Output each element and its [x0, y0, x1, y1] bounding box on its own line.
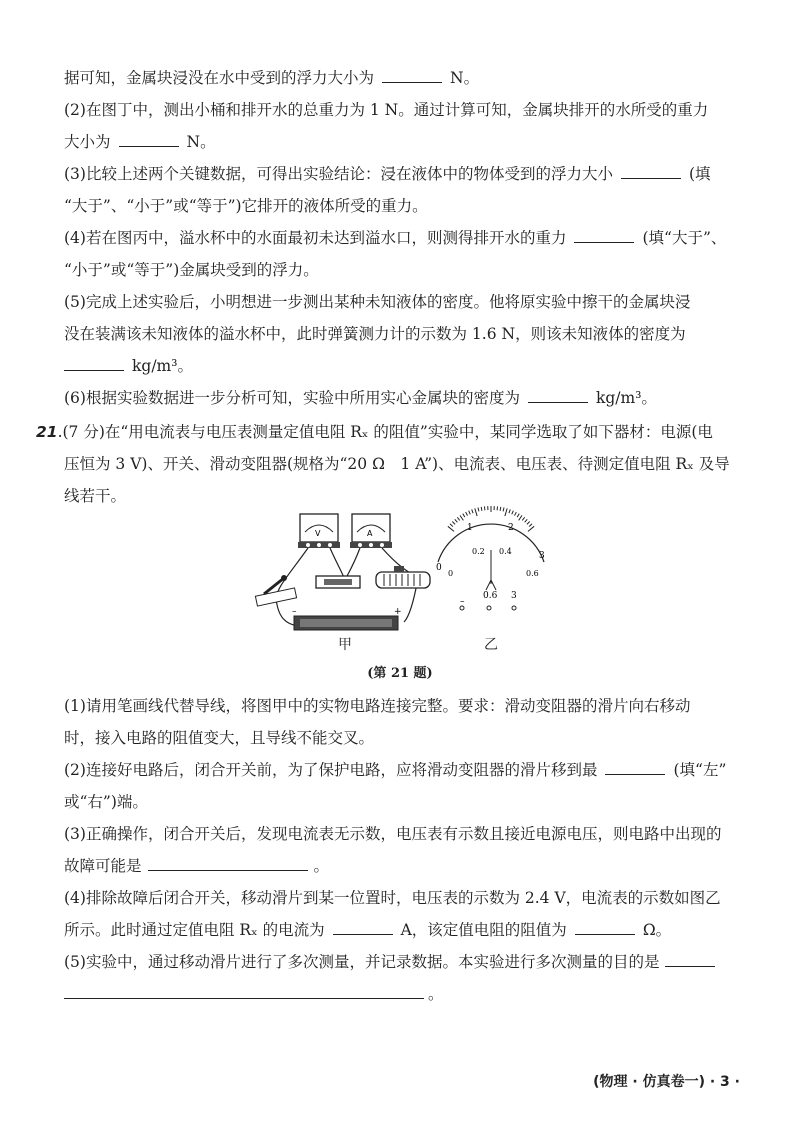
- dial-tick: [505, 508, 507, 516]
- battery-icon: [292, 607, 402, 630]
- svg-text:A: A: [367, 529, 373, 538]
- answer-blank[interactable]: [621, 164, 681, 179]
- line-text: N。: [186, 133, 216, 151]
- dial-tick: [517, 514, 519, 517]
- dial-tick: [481, 507, 482, 511]
- text-line: [64, 486, 126, 506]
- dial-tick: [452, 522, 455, 525]
- text-line: [64, 68, 479, 88]
- terminal-label: 0.6: [483, 591, 498, 601]
- line-text: (填“大于”、: [642, 229, 727, 247]
- line-text: kg/m³。: [132, 357, 193, 375]
- dial-tick: [519, 515, 522, 520]
- dial-bottom-label: 0.4: [499, 547, 512, 556]
- text-line: [64, 728, 374, 748]
- dial-tick: [512, 511, 514, 515]
- text-line: [64, 760, 726, 780]
- circuit-diagram: [248, 506, 568, 656]
- line-text: 据可知，金属块浸没在水中受到的浮力大小为: [64, 69, 375, 87]
- svg-text:V: V: [315, 529, 321, 538]
- line-text: N。: [450, 69, 480, 87]
- dial-tick: [528, 526, 534, 531]
- line-text: 时，接入电路的阻值变大，且导线不能交叉。: [64, 729, 375, 747]
- dial-tick: [522, 517, 524, 520]
- line-text: (1)请用笔画线代替导线，将图甲中的实物电路连接完整。要求：滑动变阻器的滑片向右移动: [64, 697, 691, 715]
- dial-tick: [529, 524, 532, 527]
- line-text: (填: [688, 165, 711, 183]
- dial-tick: [503, 508, 504, 512]
- line-text: (3)正确操作，闭合开关后，发现电流表无示数，电压表有示数且接近电源电压，则电路中出现的: [64, 825, 722, 843]
- text-line: [64, 792, 148, 812]
- answer-blank[interactable]: [382, 68, 442, 83]
- text-line: [64, 356, 193, 376]
- line-text: “小于”或“等于”)金属块受到的浮力。: [64, 261, 319, 279]
- ammeter-icon: [350, 514, 392, 548]
- answer-blank[interactable]: [574, 228, 634, 243]
- line-text: (4)排除故障后闭合开关，移动滑片到某一位置时，电压表的示数为 2.4 V，电流表的示数如图乙: [64, 889, 721, 907]
- dial-tick: [525, 519, 528, 522]
- dial-tick: [469, 511, 471, 515]
- figure-label-jia: 甲: [338, 637, 352, 653]
- answer-blank[interactable]: [575, 920, 635, 935]
- line-text: (6)根据实验数据进一步分析可知，实验中所用实心金属块的密度为: [64, 389, 520, 407]
- text-line: [64, 696, 690, 716]
- page-footer: (物理 · 仿真卷一) · 3 ·: [593, 1074, 740, 1090]
- question-number: 21: [36, 423, 58, 441]
- svg-text:–: –: [292, 607, 297, 617]
- text-line: [64, 388, 657, 408]
- answer-blank[interactable]: [605, 760, 665, 775]
- line-text: 压恒为 3 V)、开关、滑动变阻器(规格为“20 Ω 1 A”)、电流表、电压表、待测定值电阻 Rₓ 及导: [64, 455, 730, 473]
- question-21-line: [36, 422, 713, 442]
- text-line: [64, 132, 216, 152]
- line-text: (填“左”: [673, 761, 727, 779]
- terminal-label: 3: [511, 591, 517, 601]
- resistor-icon: [316, 576, 360, 588]
- line-text: (4)若在图丙中，溢水杯中的水面最初未达到溢水口，则测得排开水的重力: [64, 229, 567, 247]
- terminal-label: –: [460, 597, 465, 607]
- rheostat-icon: [376, 566, 430, 588]
- line-text: Ω。: [642, 921, 672, 939]
- line-text: 线若干。: [64, 487, 127, 505]
- dial-tick: [448, 526, 454, 531]
- line-text: (5)完成上述实验后，小明想进一步测出某种未知液体的密度。他将原实验中擦干的金属块浸: [64, 293, 691, 311]
- text-line: [64, 952, 715, 972]
- answer-blank[interactable]: [333, 920, 393, 935]
- dial-tick: [472, 509, 473, 513]
- dial-tick: [509, 509, 510, 513]
- line-text: kg/m³。: [595, 389, 657, 407]
- svg-text:+: +: [394, 607, 402, 617]
- line-text: (2)连接好电路后，闭合开关前，为了保护电路，应将滑动变阻器的滑片移到最: [64, 761, 598, 779]
- dial-tick: [475, 508, 477, 516]
- text-line: [64, 324, 686, 344]
- voltmeter-icon: [298, 514, 340, 548]
- line-text: 。: [428, 985, 444, 1003]
- answer-blank[interactable]: [528, 388, 588, 403]
- text-line: [64, 856, 329, 876]
- text-line: [64, 100, 708, 120]
- text-line: [64, 260, 319, 280]
- switch-icon: [255, 575, 296, 606]
- dial-tick: [527, 522, 530, 525]
- answer-blank[interactable]: [119, 132, 179, 147]
- dial-tick: [450, 524, 453, 527]
- line-text: 没在装满该未知液体的溢水杯中，此时弹簧测力计的示数为 1.6 N，则该未知液体的密度为: [64, 325, 686, 343]
- line-text: .(7 分)在“用电流表与电压表测量定值电阻 Rₓ 的阻值”实验中，某同学选取了如下器材：电源(电: [57, 423, 713, 441]
- answer-blank[interactable]: [64, 984, 424, 999]
- figure-label-yi: 乙: [484, 637, 498, 653]
- text-line: [64, 454, 730, 474]
- dial-tick: [478, 508, 479, 512]
- line-text: 大小为: [64, 133, 111, 151]
- text-line: [64, 228, 726, 248]
- dial-tick: [460, 515, 463, 520]
- line-text: “大于”、“小于”或“等于”)它排开的液体所受的重力。: [64, 197, 428, 215]
- answer-blank[interactable]: [665, 952, 715, 967]
- dial-tick: [457, 517, 459, 520]
- dial-tick: [455, 519, 458, 522]
- line-text: 故障可能是: [64, 857, 142, 875]
- line-text: 所示。此时通过定值电阻 Rₓ 的电流为: [64, 921, 325, 939]
- ammeter-dial-icon: [436, 506, 545, 610]
- dial-top-label: 0: [436, 563, 442, 573]
- line-text: A，该定值电阻的阻值为: [400, 921, 567, 939]
- dial-bottom-label: 0.6: [526, 569, 539, 578]
- dial-tick: [466, 512, 468, 516]
- dial-tick: [500, 507, 501, 511]
- circuit-figure: [248, 506, 568, 656]
- dial-bottom-label: 0.2: [472, 547, 485, 556]
- line-text: (5)实验中，通过移动滑片进行了多次测量，并记录数据。本实验进行多次测量的目的是: [64, 953, 660, 971]
- dial-tick: [463, 514, 465, 517]
- dial-top-label: 3: [539, 551, 545, 561]
- text-line: [64, 196, 428, 216]
- text-line: [64, 888, 721, 908]
- dial-tick: [515, 512, 517, 516]
- text-line: [64, 164, 711, 184]
- dial-bottom-label: 0: [448, 569, 454, 578]
- text-line: [64, 824, 721, 844]
- answer-blank[interactable]: [64, 356, 124, 371]
- text-line: [64, 292, 690, 312]
- line-text: 或“右”)端。: [64, 793, 148, 811]
- figure-caption: (第 21 题): [367, 666, 433, 681]
- text-line: [64, 984, 444, 1004]
- answer-blank[interactable]: [148, 856, 308, 871]
- line-text: 。: [313, 857, 330, 875]
- dial-top-label: 2: [508, 523, 514, 533]
- line-text: (3)比较上述两个关键数据，可得出实验结论：浸在液体中的物体受到的浮力大小: [64, 165, 613, 183]
- text-line: [64, 920, 671, 940]
- line-text: (2)在图丁中，测出小桶和排开水的总重力为 1 N。通过计算可知，金属块排开的水所受的重力: [64, 101, 709, 119]
- dial-top-label: 1: [467, 523, 473, 533]
